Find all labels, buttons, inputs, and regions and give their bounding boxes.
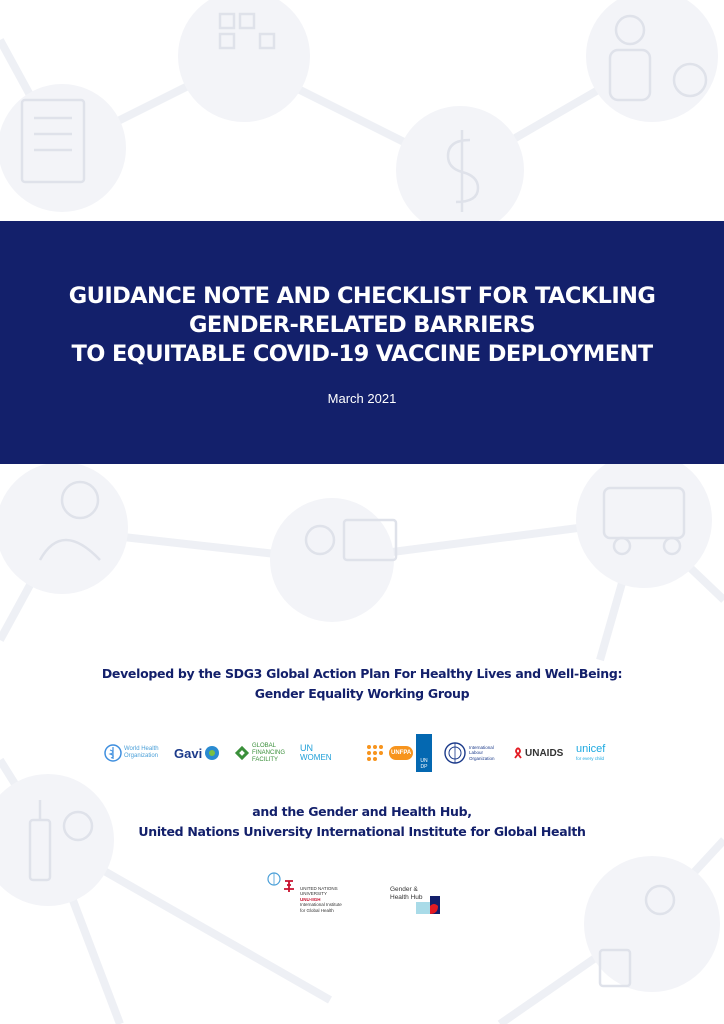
who-logo-text: World Health Organization	[124, 746, 159, 759]
document-title	[20, 282, 704, 369]
gavi-logo	[174, 733, 220, 773]
unfpa-logo	[366, 733, 413, 773]
who-emblem-icon	[104, 744, 122, 762]
unaids-ribbon-icon	[512, 747, 524, 759]
illustration-meeting-circle	[178, 0, 310, 122]
gender-health-hub-statement	[40, 802, 684, 842]
unicef-logo-text: unicef	[576, 743, 606, 755]
hub-line: and the Gender and Health Hub,	[252, 804, 472, 819]
unicef-logo	[576, 733, 605, 773]
developed-by-statement	[40, 664, 684, 704]
title-line: GUIDANCE NOTE AND CHECKLIST FOR TACKLING	[68, 283, 656, 309]
illustration-family-circle	[584, 856, 720, 992]
hub-logos-row	[266, 872, 466, 922]
unu-line: UNITED NATIONS	[300, 886, 338, 891]
ghh-line: Health Hub	[390, 894, 423, 901]
unwomen-logo-line: WOMEN	[300, 753, 332, 762]
undp-logo-text: UNDP	[420, 758, 428, 770]
undp-logo	[416, 733, 432, 773]
illustration-elderly-circle	[586, 0, 718, 122]
hub-line: United Nations University International Institute for Global Health	[138, 824, 586, 839]
illustration-dollar-circle	[396, 106, 524, 234]
who-logo	[104, 733, 164, 773]
unfpa-dots-icon	[366, 744, 388, 762]
developed-by-line: Developed by the SDG3 Global Action Plan For Healthy Lives and Well-Being:	[101, 666, 623, 681]
developed-by-line: Gender Equality Working Group	[254, 686, 470, 701]
unwomen-logo	[300, 733, 332, 773]
gff-logo-text: GLOBAL FINANCING FACILITY	[252, 742, 285, 763]
partner-logos-row	[104, 733, 624, 773]
ilo-logo	[444, 733, 507, 773]
ilo-emblem-icon	[444, 742, 466, 764]
gff-logo	[234, 733, 286, 773]
title-line: TO EQUITABLE COVID-19 VACCINE DEPLOYMENT	[71, 341, 653, 367]
unu-subline: International Institute	[300, 902, 342, 908]
illustration-checklist-circle	[0, 84, 126, 212]
unu-emblem-icon	[266, 872, 298, 898]
illustration-ambulance-circle	[576, 452, 712, 588]
ilo-logo-text: International Labour Organization	[469, 744, 495, 761]
publication-date: March 2021	[327, 391, 397, 406]
gff-emblem-icon	[234, 745, 250, 761]
unfpa-logo-text: UNFPA	[389, 746, 413, 760]
title-line: GENDER-RELATED BARRIERS	[189, 312, 535, 338]
unu-line: UNIVERSITY	[300, 891, 328, 897]
unu-subline: for Global Health	[300, 907, 334, 913]
unwomen-logo-line: UN	[300, 743, 313, 753]
gavi-logo-text: Gavi	[174, 745, 203, 761]
unaids-logo-text: UNAIDS	[525, 747, 564, 759]
gavi-emblem-icon	[204, 745, 220, 761]
unu-iigh-acronym: UNU-IIGH	[300, 896, 321, 902]
unicef-tagline: for every child	[576, 756, 605, 761]
illustration-nurse-circle	[0, 462, 128, 594]
unaids-logo	[512, 733, 563, 773]
gender-health-hub-mark-icon	[416, 896, 444, 916]
ghh-line: Gender &	[390, 886, 418, 893]
unu-iigh-logo-text	[300, 886, 342, 913]
